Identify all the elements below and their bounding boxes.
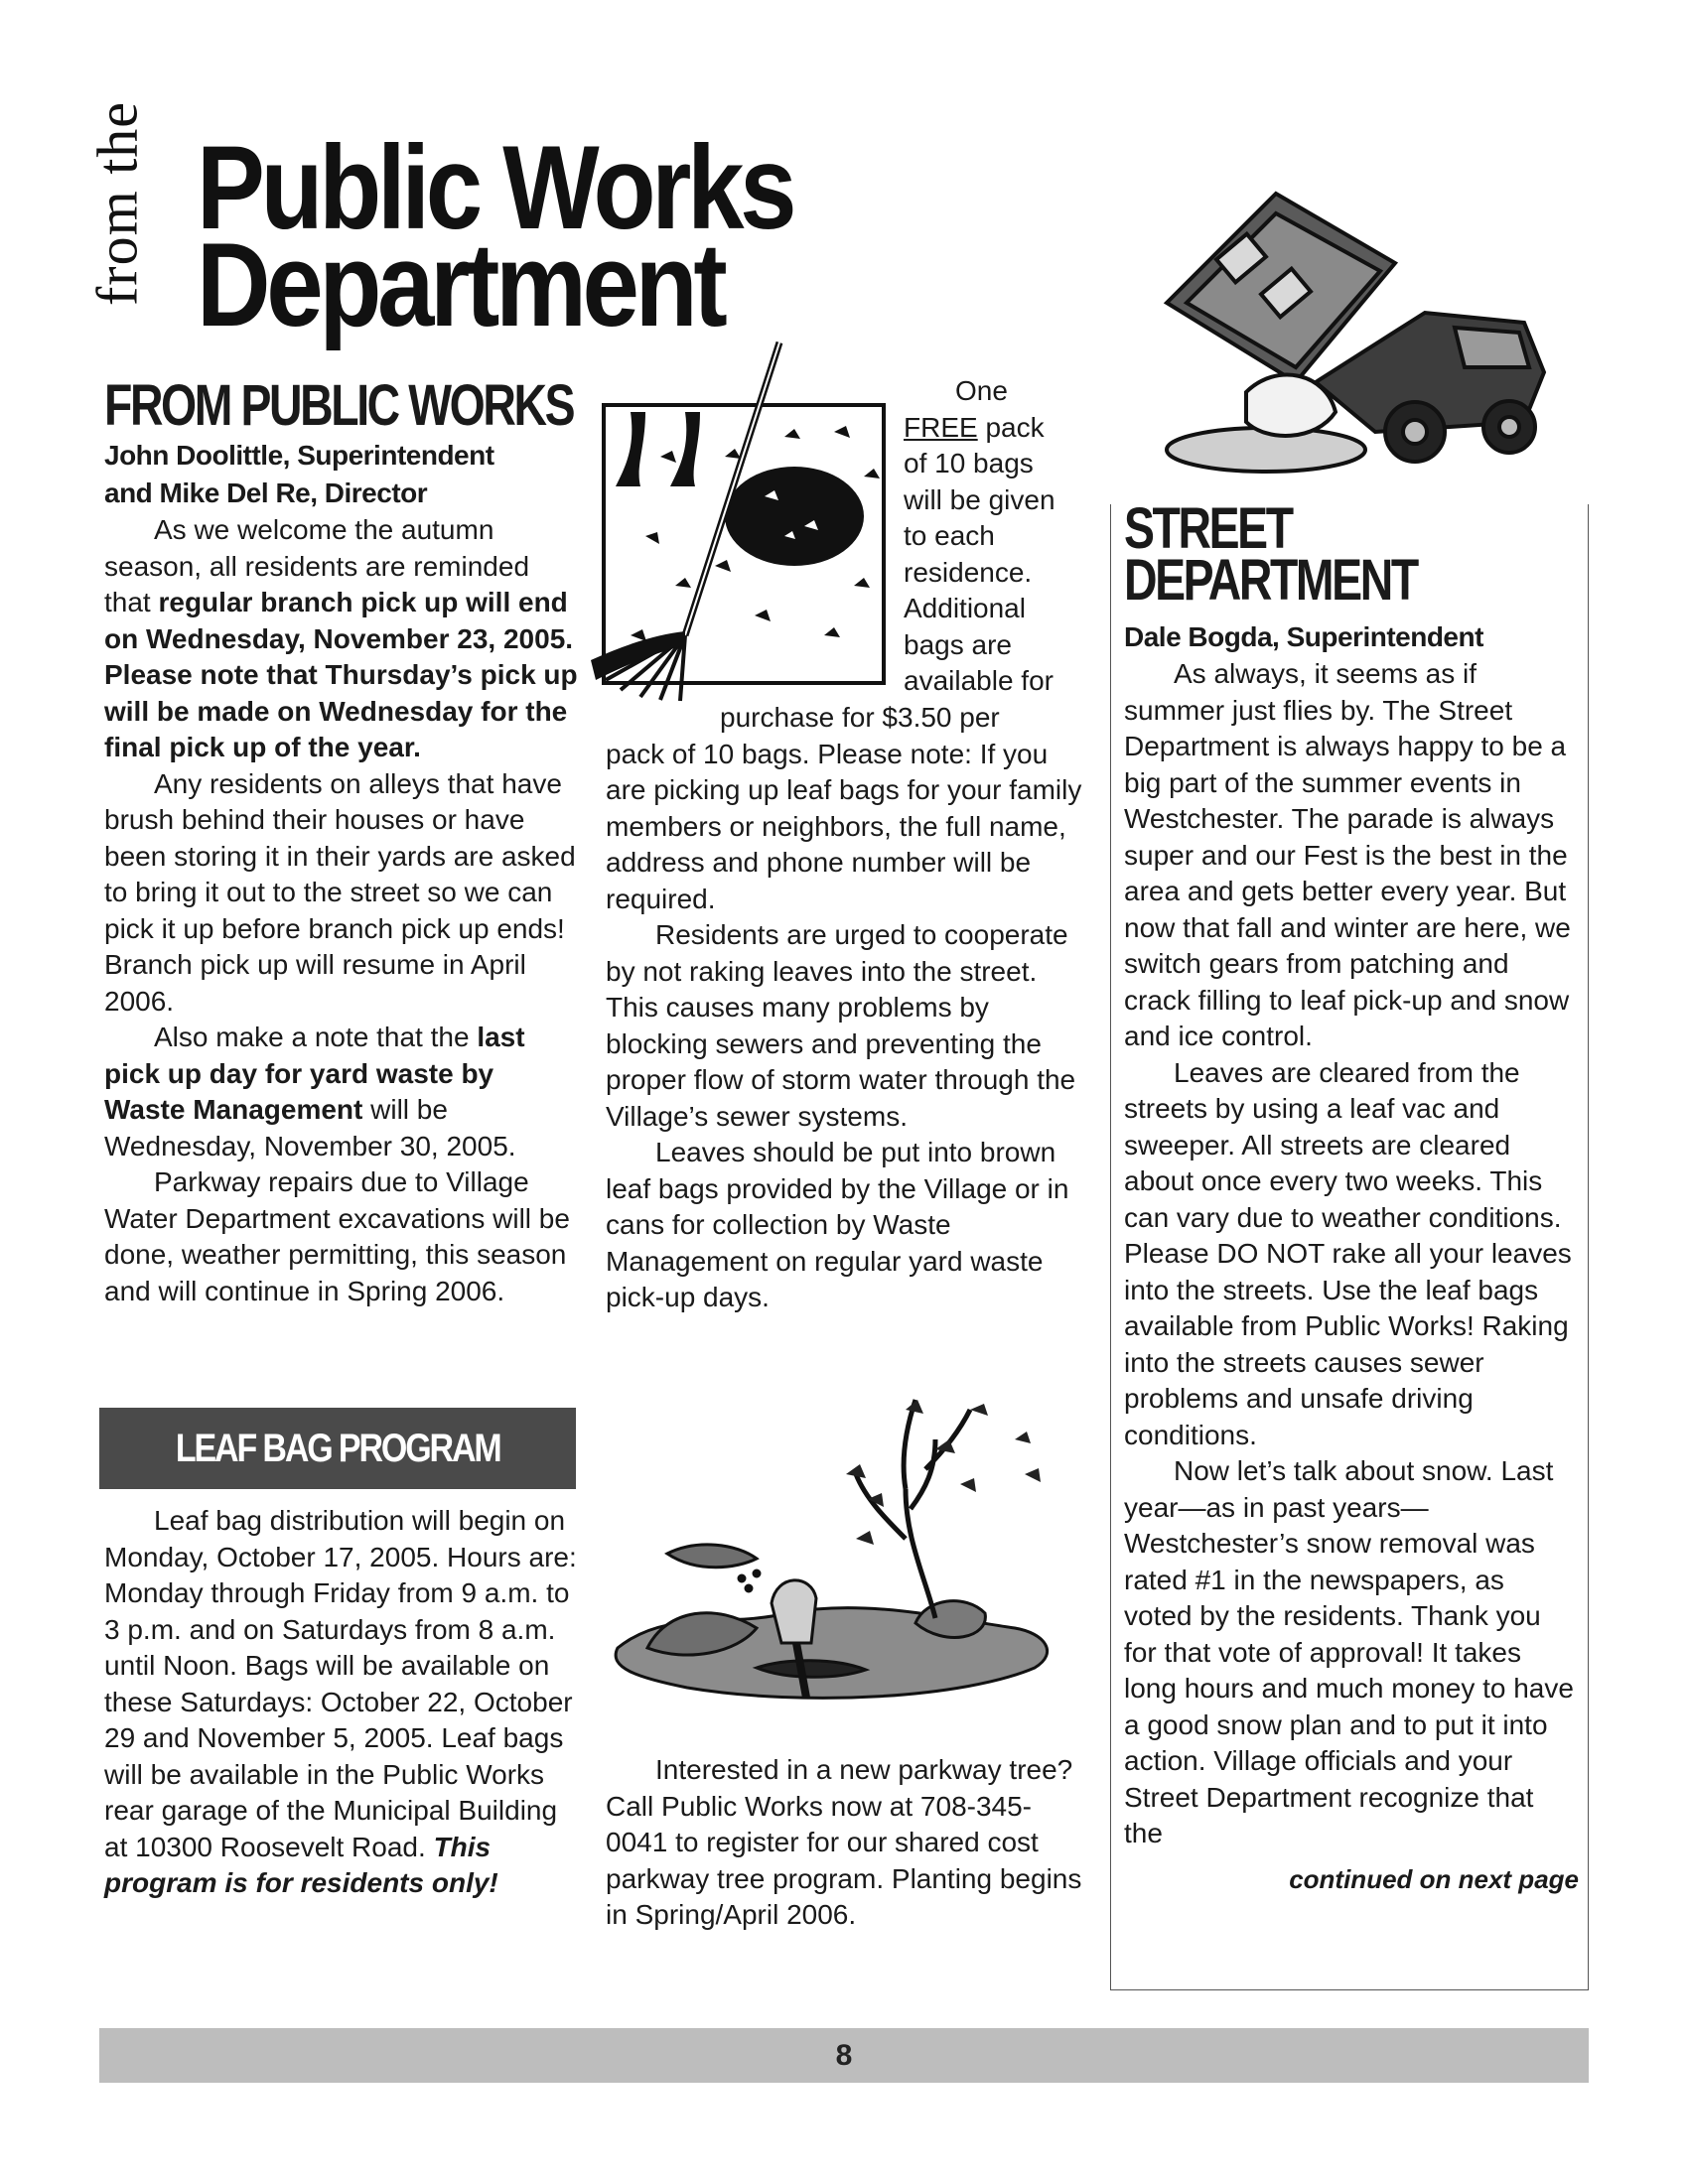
paragraph: [104, 1020, 581, 1164]
wrap-line: to each: [904, 520, 995, 551]
wrap-line: Additional: [904, 593, 1026, 623]
section-heading-from-public-works: FROM PUBLIC WORKS: [104, 373, 574, 438]
wrap-line: purchase for $3.50 per: [720, 702, 1000, 733]
wrap-line: bags are: [904, 628, 1012, 660]
masthead-title: [197, 121, 793, 351]
leaf-bag-program-banner: [99, 1408, 576, 1489]
left-body: [104, 512, 581, 1309]
free-pack-wrap-text: [904, 373, 1092, 700]
paragraph: Now let’s talk about snow. Last year—as in past years—Westchester’s snow removal was rated #1 in the newspapers, as voted by the residents. Thank you for that vote of approval! It takes long hours and much money to have a good snow plan and to put it into action. Village officials and your Street Department recognize that the: [1124, 1455, 1574, 1848]
masthead-title-line1: Public Works: [197, 121, 793, 254]
parkway-tree-text: [606, 1752, 1087, 1934]
byline: Dale Bogda, Superintendent: [1124, 621, 1483, 652]
paragraph: Interested in a new parkway tree? Call Public Works now at 708-345-0041 to register for our shared cost parkway tree program. Planting begins in Spring/April 2006.: [606, 1754, 1082, 1930]
wrap-line-text: pack: [977, 411, 1045, 443]
paragraph: [104, 512, 581, 766]
street-department-column: [1124, 496, 1579, 1895]
paragraph: [104, 1503, 581, 1902]
byline-line1: John Doolittle, Superintendent: [104, 440, 494, 471]
paragraph: Leaves should be put into brown leaf bags provided by the Village or in cans for collection by Waste Management on regular yard waste pick-up days.: [606, 1137, 1069, 1312]
paragraph: pack of 10 bags. Please note: If you are picking up leaf bags for your family members or neighbors, the full name, address and phone number will be required.: [606, 738, 1082, 914]
left-column: [104, 375, 581, 1309]
paragraph: As always, it seems as if summer just flies by. The Street Department is always happy to be a big part of the summer events in Westchester. The parade is always super and our Fest is the best in the area and gets better every year. But now that fall and winter are here, we switch gears from patching and crack filling to leaf pick-up and snow and ice control.: [1124, 658, 1571, 1051]
continued-on-next-page: continued on next page: [1289, 1863, 1579, 1894]
banner-label: LEAF BAG PROGRAM: [175, 1426, 500, 1470]
paragraph-text: As we welcome the autumn season, all residents are reminded that: [104, 514, 530, 617]
paragraph: Leaves are cleared from the streets by using a leaf vac and sweeper. All streets are cleared about once every two weeks. This can vary due to weather conditions. Please DO NOT rake all your leaves into the streets. Use the leaf bags available from Public Works! Raking into the streets causes sewer problems and unsafe driving conditions.: [1124, 1056, 1572, 1450]
paragraph: Residents are urged to cooperate by not raking leaves into the street. This causes many problems by blocking sewers and preventing the proper flow of storm water through the Village’s sewer systems.: [606, 919, 1076, 1132]
rake-leaves-illustration: [586, 338, 894, 705]
paragraph-text: Leaf bag distribution will begin on Monday, October 17, 2005. Hours are: Monday through Friday from 9 a.m. to 3 p.m. and on Saturdays from 8 a.m. until Noon. Bags will be available on these Saturdays: October 22, October 29 and November 5, 2005. Leaf bags will be available in the Public Works rear garage of the Municipal Building at 10300 Roosevelt Road.: [104, 1505, 577, 1862]
program-note: This program is for residents only!: [104, 1831, 498, 1898]
masthead-from-the: from the: [84, 100, 150, 307]
emphasis-text: last pick up day for yard waste by Waste Management: [104, 1022, 525, 1125]
wrap-line: One: [955, 375, 1008, 406]
masthead-title-line2: Department: [197, 218, 724, 351]
wrap-line: will be given: [904, 483, 1055, 515]
dump-truck-illustration: [1127, 184, 1564, 481]
wrap-line: [904, 410, 1092, 447]
paragraph: Parkway repairs due to Village Water Department excavations will be done, weather permitting, this season and will continue in Spring 2006.: [104, 1166, 570, 1306]
wrap-line: of 10 bags: [904, 448, 1034, 478]
page-number: 8: [835, 2038, 853, 2072]
paragraph: Any residents on alleys that have brush behind their houses or have been storing it in their yards are asked to bring it out to the street so we can pick it up before branch pick up ends! Branch pick up will resume in April 2006.: [104, 767, 576, 1017]
section-heading-street: STREET: [1124, 496, 1292, 561]
street-body: [1124, 656, 1579, 1852]
tree-planting-illustration: [608, 1380, 1074, 1737]
paragraph-text: Also make a note that the: [154, 1022, 478, 1052]
paragraph-text: will be Wednesday, November 30, 2005.: [104, 1094, 516, 1161]
free-underlined: FREE: [904, 411, 978, 443]
leaf-bag-program-body: [104, 1503, 581, 1902]
wrap-line: available for: [904, 665, 1054, 696]
byline-line2: and Mike Del Re, Director: [104, 478, 428, 508]
emphasis-text: regular branch pick up will end on Wednesday, November 23, 2005. Please note that Thursday’s pick up will be made on Wednesday for the final pick up of the year.: [104, 587, 578, 762]
page-footer: [99, 2028, 1589, 2083]
wrap-line: residence.: [904, 556, 1033, 588]
section-heading-department: DEPARTMENT: [1124, 548, 1417, 613]
middle-body: [606, 700, 1087, 1316]
